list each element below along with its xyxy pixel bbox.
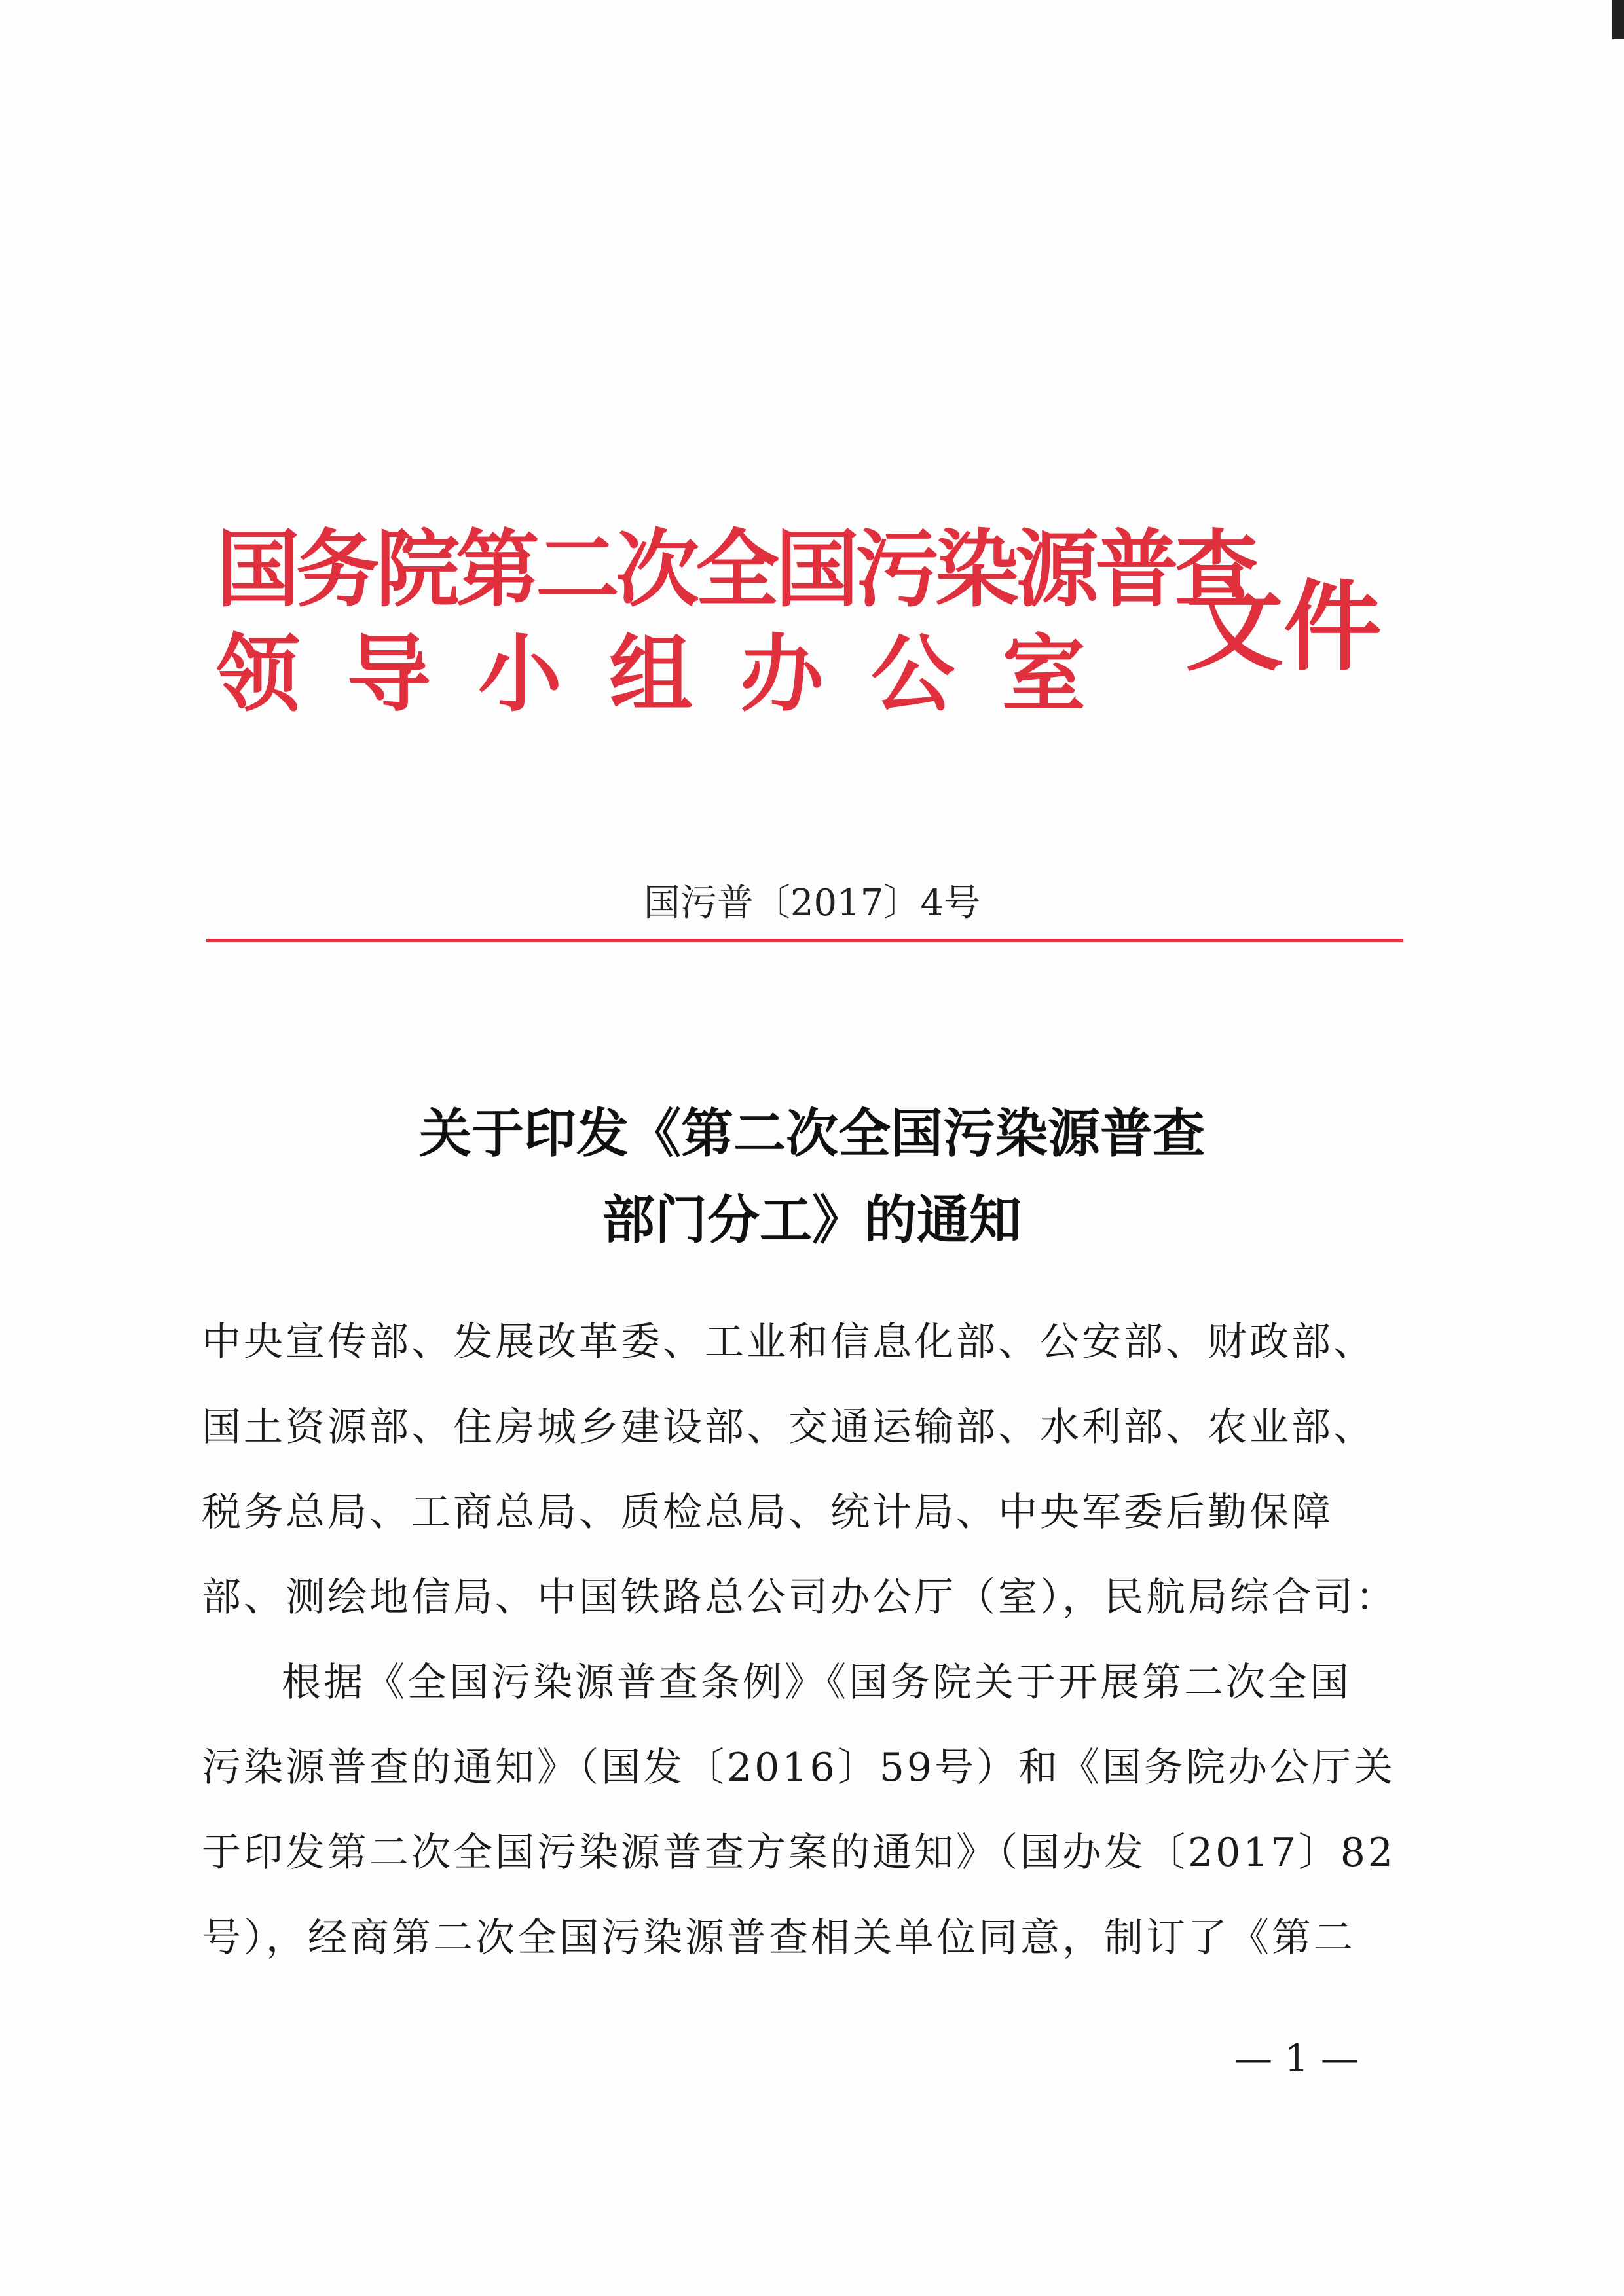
organization-line-1: 国务院第二次全国污染源普查 <box>216 520 1255 619</box>
paragraph-line: 污染源普查的通知》（国发〔2016〕59号）和《国务院办公厅关 <box>202 1745 1396 1791</box>
document-number: 国污普〔2017〕4号 <box>643 882 981 924</box>
organization-line-2: 领导小组办公室 <box>216 625 1134 723</box>
document-title <box>0 1090 1624 1263</box>
paragraph-line: 根据《全国污染源普查条例》《国务院关于开展第二次全国 <box>282 1660 1352 1705</box>
document-type-label: 文件 <box>1185 570 1382 685</box>
recipients-line: 国土资源部、住房城乡建设部、交通运输部、水利部、农业部、 <box>202 1404 1375 1450</box>
red-header <box>216 517 1408 740</box>
issuing-organization <box>216 517 1255 727</box>
paragraph-line: 号），经商第二次全国污染源普查相关单位同意，制订了《第二 <box>202 1915 1356 1961</box>
recipients-line: 税务总局、工商总局、质检总局、统计局、中央军委后勤保障 <box>202 1489 1333 1535</box>
recipients-line: 中央宣传部、发展改革委、工业和信息化部、公安部、财政部、 <box>202 1319 1375 1365</box>
recipients-line: 部、测绘地信局、中国铁路总公司办公厅（室），民航局综合司： <box>202 1575 1397 1620</box>
title-line-1: 关于印发《第二次全国污染源普查 <box>419 1102 1205 1164</box>
document-body <box>202 1300 1407 1980</box>
paragraph-line: 于印发第二次全国污染源普查方案的通知》（国办发〔2017〕82 <box>202 1830 1396 1876</box>
scan-edge-mark <box>1612 0 1624 39</box>
title-line-2: 部门分工》的通知 <box>602 1189 1022 1250</box>
page-number: — 1 — <box>1234 2036 1359 2081</box>
red-separator-line <box>206 939 1403 942</box>
